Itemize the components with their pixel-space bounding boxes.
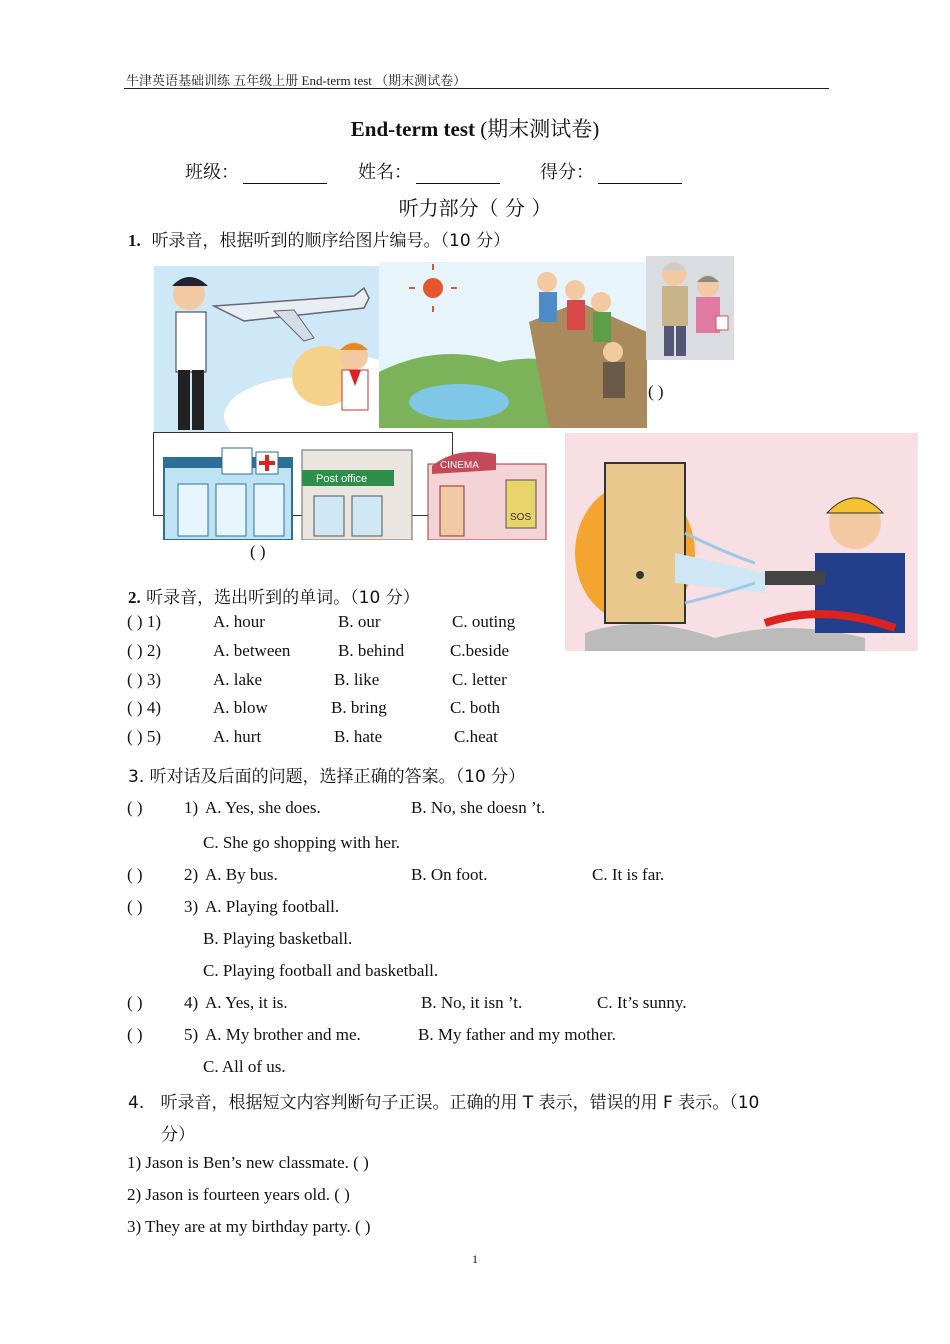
score-label: 得分： xyxy=(540,162,594,183)
picture-pilot-plane xyxy=(154,266,380,432)
sos-poster: SOS xyxy=(510,512,532,523)
q3-option-b: B. My father and my mother. xyxy=(418,1025,616,1044)
q3-item-number: 4) xyxy=(184,993,199,1012)
q3-option-a: C. She go shopping with her. xyxy=(203,833,400,852)
q2-option-a: A. hour xyxy=(213,612,265,631)
buildings-illustration xyxy=(156,440,548,540)
q2-option-c: C.heat xyxy=(454,727,498,746)
q2-option-b: B. our xyxy=(338,612,381,631)
picture-hiking xyxy=(379,262,647,428)
cinema-sign: CINEMA xyxy=(440,460,479,471)
q4-statement[interactable]: 2) Jason is fourteen years old. ( ) xyxy=(127,1185,350,1204)
q2-answer-paren[interactable]: ( ) 3) xyxy=(127,670,161,689)
q1-answer-paren-1[interactable]: ( ) xyxy=(648,382,664,401)
picture-elderly-couple xyxy=(646,256,734,360)
score-field[interactable] xyxy=(540,158,682,184)
q4-instruction xyxy=(128,1088,759,1113)
name-label: 姓名： xyxy=(358,162,412,183)
q3-answer-paren[interactable]: ( ) xyxy=(127,798,143,817)
q3-option-a: A. My brother and me. xyxy=(205,1025,361,1044)
name-field[interactable] xyxy=(358,158,500,184)
q3-option-c: C. It is far. xyxy=(592,865,665,884)
class-label: 班级： xyxy=(185,162,239,183)
q2-option-a: A. between xyxy=(213,641,291,660)
running-header: 牛津英语基础训练 五年级上册 End-term test （期末测试卷） xyxy=(126,73,467,88)
q3-answer-paren[interactable]: ( ) xyxy=(127,993,143,1012)
q3-option-a: C. Playing football and basketball. xyxy=(203,961,439,980)
q4-text-line2: 分） xyxy=(161,1125,195,1145)
q2-option-c: C. letter xyxy=(452,670,507,689)
q2-text: 听录音，选出听到的单词。（10 分） xyxy=(146,588,420,608)
q2-option-c: C. both xyxy=(450,698,501,717)
picture-buildings xyxy=(156,440,548,540)
q3-option-a: C. All of us. xyxy=(203,1057,286,1076)
q2-option-a: A. hurt xyxy=(213,727,262,746)
q3-answer-paren[interactable]: ( ) xyxy=(127,897,143,916)
q3-item-number: 5) xyxy=(184,1025,199,1044)
class-blank[interactable] xyxy=(243,165,327,184)
q2-option-c: C.beside xyxy=(450,641,510,660)
q3-instruction: 3. 听对话及后面的问题，选择正确的答案。（10 分） xyxy=(128,767,526,787)
title-en: End-term test xyxy=(350,117,475,141)
q1-number: 1. xyxy=(128,231,141,250)
title-cn: (期末测试卷) xyxy=(480,117,600,141)
q3-answer-paren[interactable]: ( ) xyxy=(127,1025,143,1044)
q2-answer-paren[interactable]: ( ) 1) xyxy=(127,612,161,631)
q1-answer-paren-2[interactable]: ( ) xyxy=(250,542,266,561)
q1-text: 听录音，根据听到的顺序给图片编号。（10 分） xyxy=(151,231,511,251)
q3-item-number: 1) xyxy=(184,798,199,817)
header-rule xyxy=(124,88,829,89)
firefighter-illustration xyxy=(565,433,918,651)
page-number: 1 xyxy=(472,1252,478,1266)
q4-statement[interactable]: 3) They are at my birthday party. ( ) xyxy=(127,1217,371,1236)
q3-answer-paren[interactable]: ( ) xyxy=(127,865,143,884)
hiking-illustration xyxy=(379,262,647,428)
q3-option-a: A. Yes, she does. xyxy=(205,798,321,817)
q2-option-a: A. lake xyxy=(213,670,263,689)
q4-text-line1: 听录音，根据短文内容判断句子正误。正确的用 T 表示，错误的用 F 表示。（10 xyxy=(160,1093,760,1113)
pilot-plane-illustration xyxy=(154,266,380,432)
q2-option-b: B. like xyxy=(334,670,380,689)
q2-answer-paren[interactable]: ( ) 5) xyxy=(127,727,161,746)
q2-answer-paren[interactable]: ( ) 4) xyxy=(127,698,161,717)
page-title xyxy=(0,113,950,143)
q3-option-b: B. No, it isn ’t. xyxy=(421,993,523,1012)
q2-option-b: B. behind xyxy=(338,641,405,660)
q3-option-a: A. Playing football. xyxy=(205,897,340,916)
q3-option-a: B. Playing basketball. xyxy=(203,929,353,948)
q3-item-number: 3) xyxy=(184,897,199,916)
elderly-couple-illustration xyxy=(646,256,734,360)
class-field[interactable] xyxy=(185,158,327,184)
q2-option-b: B. bring xyxy=(331,698,387,717)
q2-instruction xyxy=(128,583,420,608)
q2-option-b: B. hate xyxy=(334,727,383,746)
name-blank[interactable] xyxy=(416,165,500,184)
q1-instruction xyxy=(128,226,510,251)
q3-option-c: C. It’s sunny. xyxy=(597,993,687,1012)
post-office-sign: Post office xyxy=(316,473,368,485)
q3-option-b: B. On foot. xyxy=(411,865,488,884)
q3-option-a: A. By bus. xyxy=(205,865,278,884)
picture-firefighter xyxy=(565,433,918,651)
q2-option-c: C. outing xyxy=(452,612,516,631)
q3-option-b: B. No, she doesn ’t. xyxy=(411,798,546,817)
q4-number: 4. xyxy=(128,1093,145,1113)
q2-answer-paren[interactable]: ( ) 2) xyxy=(127,641,161,660)
q3-item-number: 2) xyxy=(184,865,199,884)
q3-option-a: A. Yes, it is. xyxy=(205,993,288,1012)
listening-section-title: 听力部分（ 分 ） xyxy=(398,196,552,220)
q2-number: 2. xyxy=(128,588,141,607)
score-blank[interactable] xyxy=(598,165,682,184)
q2-option-a: A. blow xyxy=(213,698,268,717)
q4-statement[interactable]: 1) Jason is Ben’s new classmate. ( ) xyxy=(127,1153,369,1172)
